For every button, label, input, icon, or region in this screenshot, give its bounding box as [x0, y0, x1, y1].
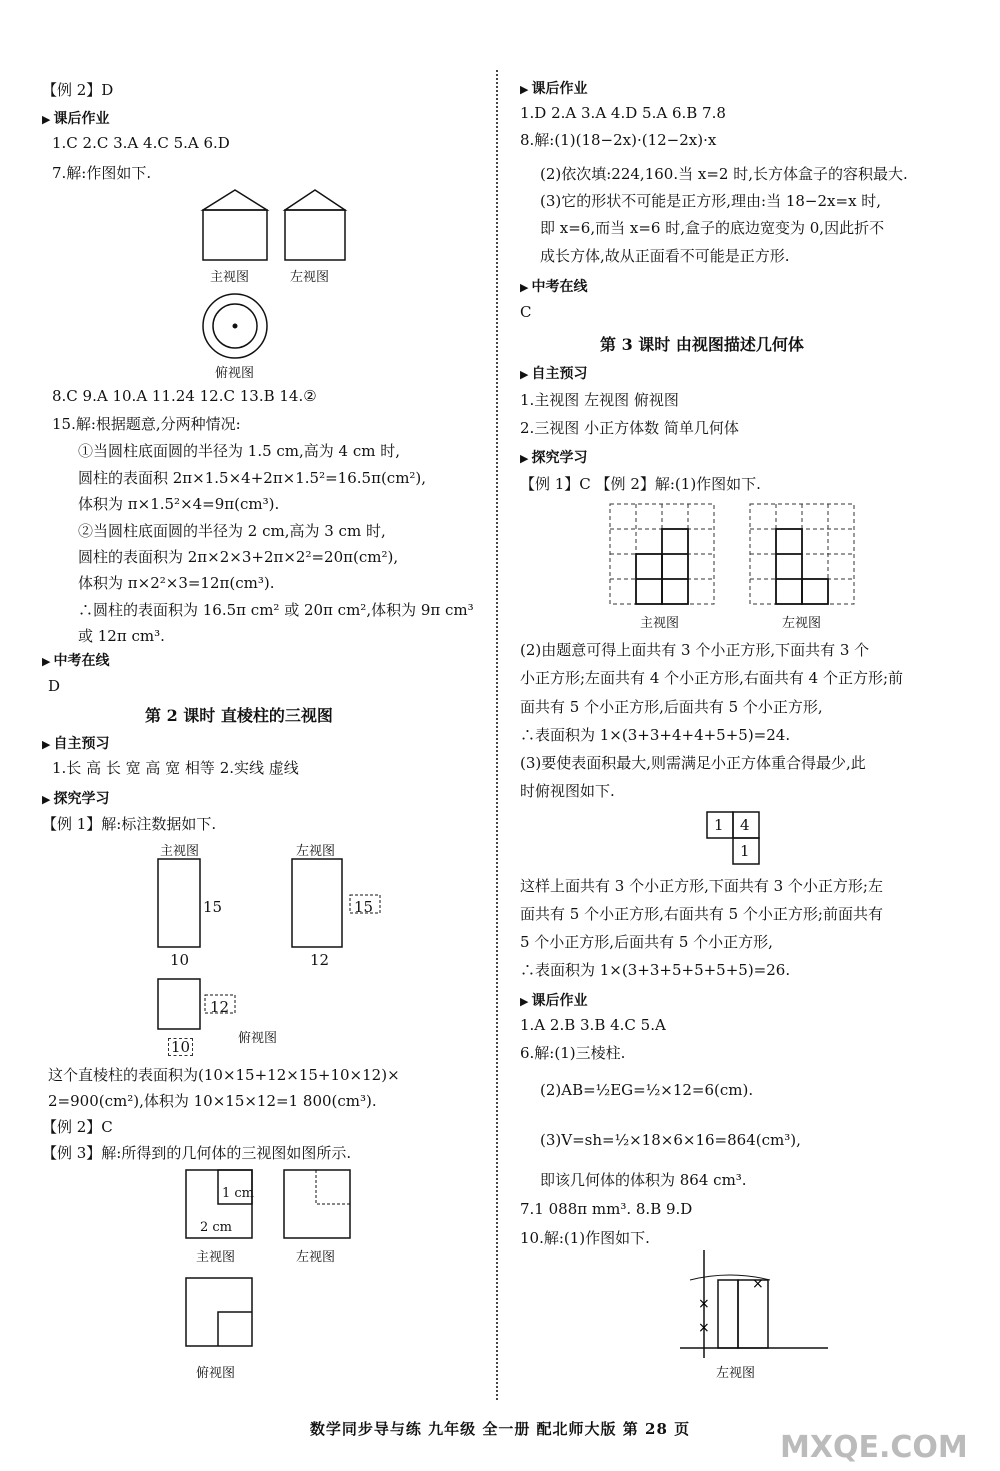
example-1-right: 【例 1】C 【例 2】解:(1)作图如下.	[520, 475, 761, 493]
preview-heading: ▶ 自主预习	[42, 733, 109, 753]
homework-q15: 15.解:根据题意,分两种情况:	[52, 415, 241, 433]
label-15-boxed: 15	[354, 898, 374, 916]
svg-text:×: ×	[752, 1276, 764, 1292]
explore-heading-right: ▶ 探究学习	[520, 447, 587, 467]
part2-line-b: 小正方形;左面共有 4 个小正方形,右面共有 4 个正方形;前	[520, 669, 904, 687]
caption-top-view-3: 俯视图	[196, 1366, 236, 1381]
svg-text:×: ×	[698, 1320, 710, 1336]
caption-left-view-3: 左视图	[296, 1250, 336, 1265]
svg-text:×: ×	[698, 1296, 710, 1312]
caption-top-view-2: 俯视图	[238, 1031, 278, 1046]
watermark: MXQE.COM	[780, 1430, 968, 1465]
exam-heading-right: ▶ 中考在线	[520, 276, 587, 296]
example-3-views	[180, 1168, 360, 1368]
example-2-c: 【例 2】C	[42, 1118, 113, 1136]
label-10: 10	[170, 951, 190, 969]
caption-left-view-right: 左视图	[782, 616, 822, 631]
label-2cm: 2 cm	[200, 1220, 233, 1235]
exam-answer: D	[48, 677, 61, 695]
part3-line-f: ∴表面积为 1×(3+3+5+5+5+5)=26.	[520, 961, 791, 979]
grid-number-1b: 1	[740, 842, 750, 860]
caption-front-view-right: 主视图	[640, 616, 680, 631]
label-15: 15	[203, 898, 223, 916]
q6-part2: (2)AB=½EG=½×12=6(cm).	[540, 1081, 754, 1099]
q6-part3: (3)V=sh=½×18×6×16=864(cm³),	[540, 1131, 801, 1149]
q15-line-b: 圆柱的表面积 2π×1.5×4+2π×1.5²=16.5π(cm²),	[78, 469, 427, 487]
q15-line-a: ①当圆柱底面圆的半径为 1.5 cm,高为 4 cm 时,	[78, 442, 401, 460]
q15-line-f: 体积为 π×2²×3=12π(cm³).	[78, 574, 275, 592]
prism-solution-2: 2=900(cm²),体积为 10×15×12=1 800(cm³).	[48, 1092, 377, 1110]
q15-line-c: 体积为 π×1.5²×4=9π(cm³).	[78, 495, 280, 513]
part2-line-c: 面共有 5 个小正方形,后面共有 5 个小正方形,	[520, 698, 823, 716]
preview-answer-1: 1.主视图 左视图 俯视图	[520, 391, 679, 409]
caption-front-view-3: 主视图	[196, 1250, 236, 1265]
q8-part2: (2)依次填:224,160.当 x=2 时,长方体盒子的容积最大.	[540, 165, 908, 183]
homework-heading-right-2: ▶ 课后作业	[520, 990, 587, 1010]
q15-line-d: ②当圆柱底面圆的半径为 2 cm,高为 3 cm 时,	[78, 522, 386, 540]
page-footer: 数学同步导与练 九年级 全一册 配北师大版 第 28 页	[309, 1420, 691, 1438]
caption-front-view-2: 主视图	[160, 844, 200, 859]
column-divider	[496, 70, 498, 1400]
label-12: 12	[310, 951, 330, 969]
homework-q7-right: 7.1 088π mm³. 8.B 9.D	[520, 1200, 693, 1218]
homework-q8: 8.解:(1)(18−2x)·(12−2x)·x	[520, 131, 717, 149]
construction-figure	[680, 1250, 830, 1360]
homework-heading-right: ▶ 课后作业	[520, 78, 587, 98]
grid-views	[608, 502, 858, 612]
q15-line-e: 圆柱的表面积为 2π×2×3+2π×2²=20π(cm²),	[78, 548, 399, 566]
homework-heading: ▶ 课后作业	[42, 108, 109, 128]
caption-left-view-construction: 左视图	[716, 1366, 756, 1381]
homework-q7: 7.解:作图如下.	[52, 164, 152, 182]
part2-line-a: (2)由题意可得上面共有 3 个小正方形,下面共有 3 个	[520, 641, 870, 659]
example-1: 【例 1】解:标注数据如下.	[42, 815, 217, 833]
preview-heading-right: ▶ 自主预习	[520, 363, 587, 383]
homework-answers-1: 1.C 2.C 3.A 4.C 5.A 6.D	[52, 134, 230, 152]
q8-part3-c: 成长方体,故从正面看不可能是正方形.	[540, 247, 790, 265]
exam-answer-right: C	[520, 303, 532, 321]
lesson-3-title: 第 3 课时 由视图描述几何体	[600, 335, 804, 354]
part3-line-c: 这样上面共有 3 个小正方形,下面共有 3 个小正方形;左	[520, 877, 883, 895]
prism-solution-1: 这个直棱柱的表面积为(10×15+12×15+10×12)×	[48, 1066, 400, 1084]
caption-left-view-2: 左视图	[296, 844, 336, 859]
example-2-answer: 【例 2】D	[42, 81, 114, 99]
explore-heading: ▶ 探究学习	[42, 788, 109, 808]
homework-answers-right: 1.D 2.A 3.A 4.D 5.A 6.B 7.8	[520, 104, 726, 122]
grid-number-1: 1	[714, 816, 724, 834]
grid-number-4: 4	[740, 816, 750, 834]
part3-line-a: (3)要使表面积最大,则需满足小正方体重合得最少,此	[520, 754, 866, 772]
part3-line-e: 5 个小正方形,后面共有 5 个小正方形,	[520, 933, 773, 951]
caption-top-view: 俯视图	[215, 366, 255, 381]
label-1cm: 1 cm	[222, 1186, 255, 1201]
caption-left-view: 左视图	[290, 270, 330, 285]
exam-heading: ▶ 中考在线	[42, 650, 109, 670]
example-3: 【例 3】解:所得到的几何体的三视图如图所示.	[42, 1144, 352, 1162]
preview-answers: 1.长 高 长 宽 高 宽 相等 2.实线 虚线	[52, 759, 299, 777]
homework-q10: 10.解:(1)作图如下.	[520, 1229, 650, 1247]
q6-conclusion: 即该几何体的体积为 864 cm³.	[540, 1171, 747, 1189]
part3-line-d: 面共有 5 个小正方形,右面共有 5 个小正方形;前面共有	[520, 905, 883, 923]
label-10-boxed: 10	[168, 1038, 193, 1056]
part3-line-b: 时俯视图如下.	[520, 782, 615, 800]
homework-q6: 6.解:(1)三棱柱.	[520, 1044, 626, 1062]
caption-front-view: 主视图	[210, 270, 250, 285]
label-12-boxed: 12	[210, 998, 230, 1016]
q15-line-g: ∴圆柱的表面积为 16.5π cm² 或 20π cm²,体积为 9π cm³	[78, 601, 474, 619]
preview-answer-2: 2.三视图 小正方体数 简单几何体	[520, 419, 739, 437]
homework-answers-2: 8.C 9.A 10.A 11.24 12.C 13.B 14.②	[52, 387, 317, 405]
q15-line-h: 或 12π cm³.	[78, 627, 165, 645]
homework-answers-right-2: 1.A 2.B 3.B 4.C 5.A	[520, 1016, 666, 1034]
part2-line-d: ∴表面积为 1×(3+3+4+4+5+5)=24.	[520, 726, 791, 744]
q8-part3: (3)它的形状不可能是正方形,理由:当 18−2x=x 时,	[540, 192, 882, 210]
lesson-2-title: 第 2 课时 直棱柱的三视图	[145, 706, 333, 725]
q8-part3-b: 即 x=6,而当 x=6 时,盒子的底边宽变为 0,因此折不	[540, 219, 885, 237]
